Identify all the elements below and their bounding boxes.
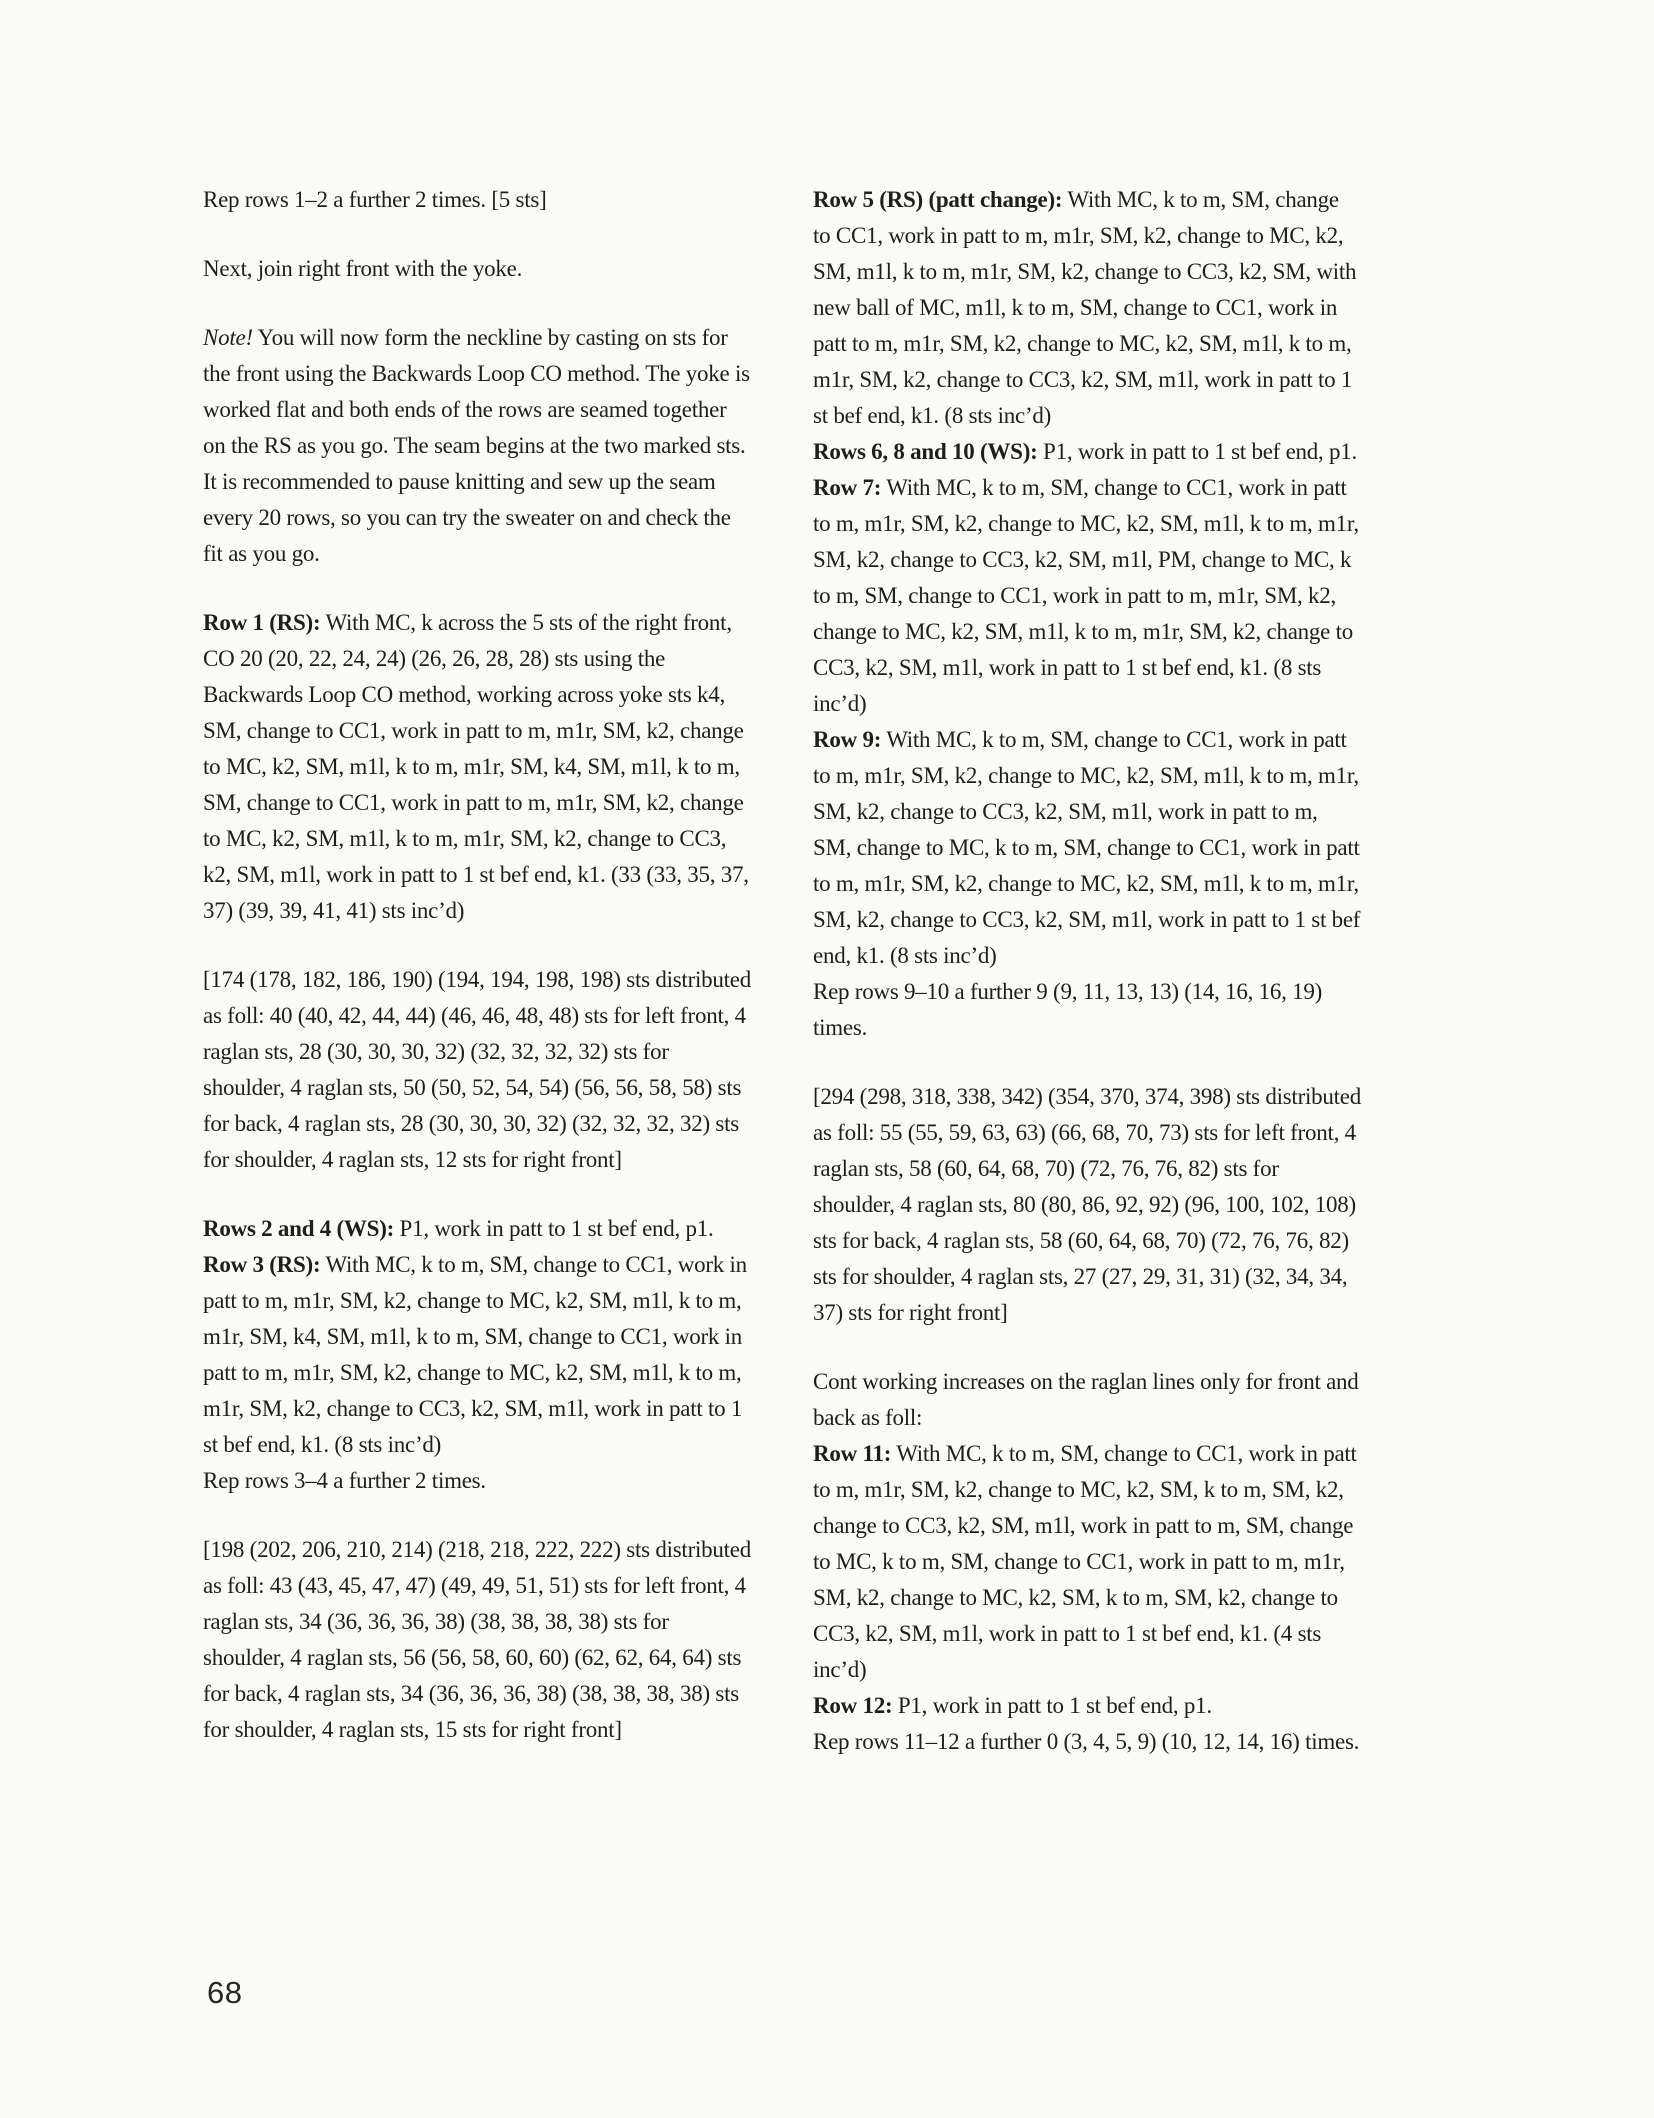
text-block — [203, 320, 751, 572]
row-label: Row 11: — [813, 1441, 892, 1466]
text-block — [203, 1532, 751, 1748]
text-run: With MC, k to m, SM, change to CC1, work in patt to m, m1r, SM, k2, change to MC, k2, SM, m1l, k to m, m1r, SM, k2, change to CC3, k2, SM, m1l, PM, change to MC, k to m, SM, change to CC1, work in patt to m, m1r, SM, k2, change to MC, k2, SM, m1l, k to m, m1r, SM, k2, change to CC3, k2, SM, m1l, work in patt to 1 st bef end, k1. (8 sts inc’d) — [813, 475, 1359, 716]
paragraph — [203, 320, 751, 572]
text-run: P1, work in patt to 1 st bef end, p1. — [394, 1216, 714, 1241]
paragraph — [203, 1532, 751, 1748]
paragraph — [813, 182, 1361, 434]
paragraph — [813, 1436, 1361, 1688]
text-run: [174 (178, 182, 186, 190) (194, 194, 198, 198) sts distributed as foll: 40 (40, 42, 44, 44) (46, 46, 48, 48) sts for left front, 4 raglan sts, 28 (30, 30, 30, 32) (32, 32, 32, 32) sts for shoulder, 4 raglan sts, 50 (50, 52, 54, 54) (56, 56, 58, 58) sts for back, 4 raglan sts, 28 (30, 30, 30, 32) (32, 32, 32, 32) sts for shoulder, 4 raglan sts, 12 sts for right front] — [203, 967, 751, 1172]
paragraph — [203, 251, 751, 287]
row-label: Rows 6, 8 and 10 (WS): — [813, 439, 1038, 464]
text-run: Rep rows 11–12 a further 0 (3, 4, 5, 9) (10, 12, 14, 16) times. — [813, 1729, 1360, 1754]
text-run: [294 (298, 318, 338, 342) (354, 370, 374, 398) sts distributed as foll: 55 (55, 59, 63, 63) (66, 68, 70, 73) sts for left front, 4 raglan sts, 58 (60, 64, 68, 70) (72, 76, 76, 82) sts for shoulder, 4 raglan sts, 80 (80, 86, 92, 92) (96, 100, 102, 108) sts for back, 4 raglan sts, 58 (60, 64, 68, 70) (72, 76, 76, 82) sts for shoulder, 4 raglan sts, 27 (27, 29, 31, 31) (32, 34, 34, 37) sts for right front] — [813, 1084, 1361, 1325]
paragraph — [813, 470, 1361, 722]
paragraph — [813, 1688, 1361, 1724]
text-run: With MC, k to m, SM, change to CC1, work in patt to m, m1r, SM, k2, change to MC, k2, SM, m1l, k to m, m1r, SM, k4, SM, m1l, k to m, SM, change to CC1, work in patt to m, m1r, SM, k2, change to MC, k2, SM, m1l, k to m, m1r, SM, k2, change to CC3, k2, SM, m1l, work in patt to 1 st bef end, k1. (8 sts inc’d) — [203, 1252, 747, 1457]
text-block — [203, 182, 751, 218]
paragraph — [813, 434, 1361, 470]
row-label: Row 7: — [813, 475, 882, 500]
row-label: Row 1 (RS): — [203, 610, 321, 635]
paragraph — [203, 962, 751, 1178]
text-block — [813, 1079, 1361, 1331]
text-run: P1, work in patt to 1 st bef end, p1. — [1037, 439, 1358, 464]
text-block — [813, 1364, 1361, 1760]
text-run: P1, work in patt to 1 st bef end, p1. — [892, 1693, 1212, 1718]
left-text-column — [203, 182, 751, 1748]
text-run: You will now form the neckline by casting on sts for the front using the Backwards Loop CO method. The yoke is worked flat and both ends of the rows are seamed together on the RS as you go. The seam begins at the two marked sts. It is recommended to pause knitting and sew up the seam every 20 rows, so you can try the sweater on and check the fit as you go. — [203, 325, 750, 566]
text-run: With MC, k to m, SM, change to CC1, work in patt to m, m1r, SM, k2, change to MC, k2, SM, m1l, k to m, m1r, SM, k2, change to CC3, k2, SM, with new ball of MC, m1l, k to m, SM, change to CC1, work in patt to m, m1r, SM, k2, change to MC, k2, SM, m1l, k to m, m1r, SM, k2, change to CC3, k2, SM, m1l, work in patt to 1 st bef end, k1. (8 sts inc’d) — [813, 187, 1357, 428]
text-run: Rep rows 3–4 a further 2 times. — [203, 1468, 486, 1493]
paragraph — [203, 1211, 751, 1247]
paragraph — [813, 974, 1361, 1046]
paragraph — [203, 1463, 751, 1499]
right-text-column — [813, 182, 1361, 1760]
text-run: With MC, k across the 5 sts of the right front, CO 20 (20, 22, 24, 24) (26, 26, 28, 28) sts using the Backwards Loop CO method, working across yoke sts k4, SM, change to CC1, work in patt to m, m1r, SM, k2, change to MC, k2, SM, m1l, k to m, m1r, SM, k4, SM, m1l, k to m, SM, change to CC1, work in patt to m, m1r, SM, k2, change to MC, k2, SM, m1l, k to m, m1r, SM, k2, change to CC3, k2, SM, m1l, work in patt to 1 st bef end, k1. (33 (33, 35, 37, 37) (39, 39, 41, 41) sts inc’d) — [203, 610, 749, 923]
text-block — [813, 182, 1361, 1046]
text-run: Rep rows 9–10 a further 9 (9, 11, 13, 13) (14, 16, 16, 19) times. — [813, 979, 1323, 1040]
paragraph — [203, 605, 751, 929]
paragraph — [813, 1079, 1361, 1331]
text-run: Next, join right front with the yoke. — [203, 256, 523, 281]
text-run: Cont working increases on the raglan lines only for front and back as foll: — [813, 1369, 1359, 1430]
paragraph — [813, 1724, 1361, 1760]
paragraph — [813, 1364, 1361, 1436]
paragraph — [813, 722, 1361, 974]
row-label: Row 9: — [813, 727, 882, 752]
text-block — [203, 251, 751, 287]
note-label: Note! — [203, 325, 253, 350]
text-run: Rep rows 1–2 a further 2 times. [5 sts] — [203, 187, 547, 212]
text-run: [198 (202, 206, 210, 214) (218, 218, 222, 222) sts distributed as foll: 43 (43, 45, 47, 47) (49, 49, 51, 51) sts for left front, 4 raglan sts, 34 (36, 36, 36, 38) (38, 38, 38, 38) sts for shoulder, 4 raglan sts, 56 (56, 58, 60, 60) (62, 62, 64, 64) sts for back, 4 raglan sts, 34 (36, 36, 36, 38) (38, 38, 38, 38) sts for shoulder, 4 raglan sts, 15 sts for right front] — [203, 1537, 751, 1742]
text-block — [203, 605, 751, 929]
row-label: Row 12: — [813, 1693, 893, 1718]
page-number: 68 — [207, 1975, 243, 2010]
row-label: Rows 2 and 4 (WS): — [203, 1216, 395, 1241]
paragraph — [203, 1247, 751, 1463]
text-run: With MC, k to m, SM, change to CC1, work in patt to m, m1r, SM, k2, change to MC, k2, SM, k to m, SM, k2, change to CC3, k2, SM, m1l, work in patt to m, SM, change to MC, k to m, SM, change to CC1, work in patt to m, m1r, SM, k2, change to MC, k2, SM, k to m, SM, k2, change to CC3, k2, SM, m1l, work in patt to 1 st bef end, k1. (4 sts inc’d) — [813, 1441, 1357, 1682]
paragraph — [203, 182, 751, 218]
text-run: With MC, k to m, SM, change to CC1, work in patt to m, m1r, SM, k2, change to MC, k2, SM, m1l, k to m, m1r, SM, k2, change to CC3, k2, SM, m1l, work in patt to m, SM, change to MC, k to m, SM, change to CC1, work in patt to m, m1r, SM, k2, change to MC, k2, SM, m1l, k to m, m1r, SM, k2, change to CC3, k2, SM, m1l, work in patt to 1 st bef end, k1. (8 sts inc’d) — [813, 727, 1361, 968]
row-label: Row 3 (RS): — [203, 1252, 321, 1277]
text-block — [203, 962, 751, 1178]
row-label: Row 5 (RS) (patt change): — [813, 187, 1063, 212]
text-block — [203, 1211, 751, 1499]
